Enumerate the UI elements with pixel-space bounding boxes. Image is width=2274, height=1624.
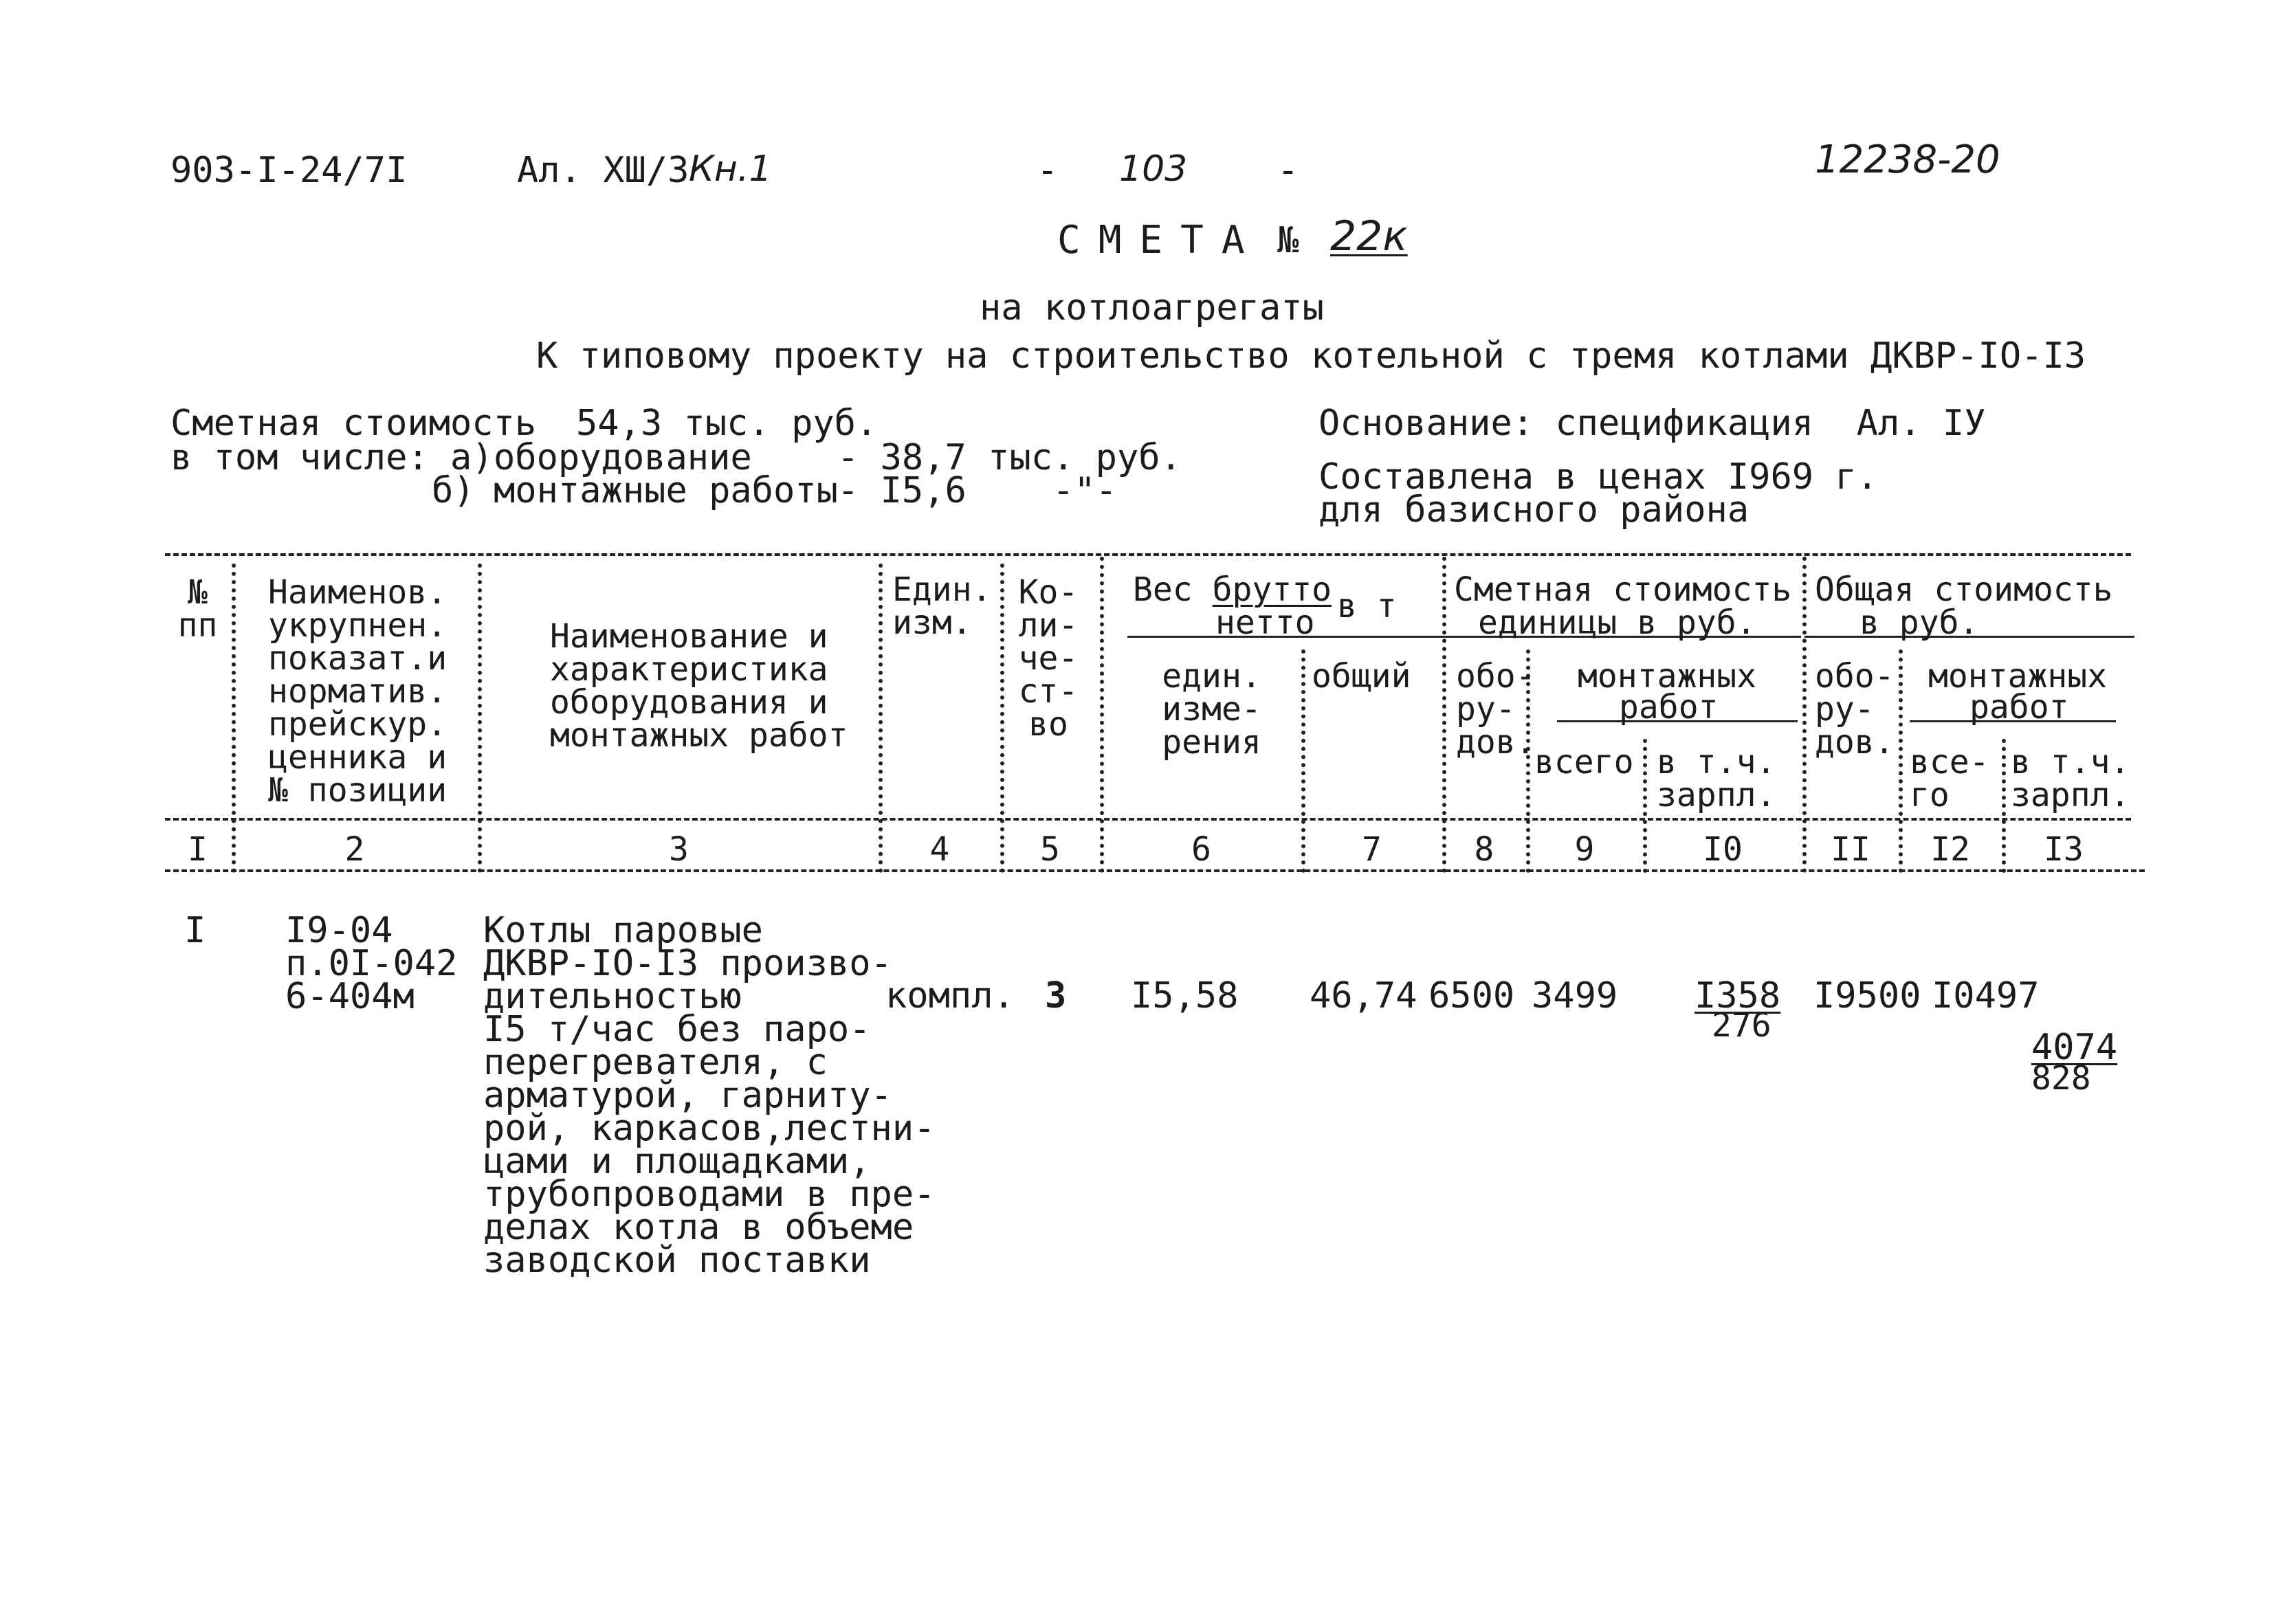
header-col-4: Един. изм.: [892, 570, 992, 642]
header-col-13: в т.ч. зарпл.: [2011, 743, 2130, 814]
weight-label: Вес: [1133, 570, 1213, 609]
basis-line: Основание: спецификация Ал. IУ: [1318, 403, 1986, 444]
col-sep-3: [879, 564, 883, 873]
header-bottom-rule: [165, 818, 2131, 821]
document-title: СМЕТА: [1057, 218, 1263, 263]
row-name: Котлы паровые ДКВР-IO-I3 произво- дительностью I5 т/час без паро- перегревателя, с арматурой, гарниту- рой, каркасов,лестни- цами и площадками, трубопроводами в пре- делах котла в объеме заводской поставки: [483, 910, 936, 1281]
installation-value: - I5,6 -"-: [837, 470, 1117, 511]
album-handwritten-note: Кн.1: [689, 148, 772, 190]
header-unit-cost-2: единицы в руб.: [1478, 603, 1756, 642]
header-col-2: Наименов. укрупнен. показат.и норматив. прейскур. ценника и № позиции: [268, 573, 448, 810]
column-number: I: [188, 830, 208, 869]
header-col-1: № пп: [177, 573, 218, 645]
row-unit-wage-bottom: 276: [1712, 1006, 1771, 1045]
col-sep-5: [1100, 557, 1104, 873]
row-unit-equipment: 6500: [1428, 975, 1515, 1016]
col-sep-7: [1442, 557, 1446, 873]
col-sep-10: [1802, 557, 1807, 873]
col-sep-1: [232, 564, 236, 873]
row-total-wage-bottom: 828: [2031, 1059, 2091, 1098]
column-number: I0: [1703, 830, 1743, 869]
header-unit-mont: монтажных: [1578, 657, 1757, 696]
row-total-equipment: I9500: [1813, 975, 1921, 1016]
header-total-mont: монтажных: [1928, 657, 2108, 696]
header-weight-label: [1133, 570, 1332, 609]
header-col-6: един. изме- рения: [1162, 657, 1261, 761]
project-line: К типовому проекту на строительство котельной с тремя котлами ДКВР-IO-I3: [536, 335, 2086, 377]
equipment-label: оборудование: [494, 437, 752, 478]
album-ref: Ал. ХШ/3: [517, 150, 689, 191]
column-number: 4: [929, 830, 950, 869]
row-total-mont: I0497: [1932, 975, 2040, 1016]
document-subtitle: на котлоагрегаты: [980, 287, 1324, 329]
row-unit-mont-total: 3499: [1532, 975, 1618, 1016]
column-number: 8: [1474, 830, 1494, 869]
numbers-bottom-rule: [165, 869, 2145, 872]
column-number: I2: [1930, 830, 1970, 869]
row-number: I: [184, 910, 206, 951]
header-total-cost: Общая стоимость: [1815, 570, 2113, 609]
header-total-mont-2: работ: [1969, 688, 2069, 726]
header-col-5: Ко- ли- че- ст- во: [1018, 573, 1079, 744]
column-number: 6: [1191, 830, 1211, 869]
row-code: I9-04 п.0I-042 6-404м: [285, 910, 458, 1017]
header-col-3: Наименование и характеристика оборудования и монтажных работ: [550, 617, 848, 755]
row-unit: компл.: [885, 975, 1015, 1016]
header-col-8: обо- ру- дов.: [1456, 657, 1536, 761]
col-sep-2: [478, 564, 482, 873]
header-unit-mont-2: работ: [1619, 688, 1719, 726]
installation-label: монтажные работы: [494, 470, 838, 511]
weight-brutto: брутто: [1212, 570, 1332, 609]
table-top-rule: [165, 553, 2131, 556]
header-col-10: в т.ч. зарпл.: [1657, 743, 1776, 814]
column-number: 3: [669, 830, 689, 869]
header-col-9: всего: [1534, 743, 1634, 781]
column-number: 2: [344, 830, 365, 869]
header-col-12: все- го: [1910, 743, 1989, 814]
row-weight-unit: I5,58: [1131, 975, 1239, 1016]
weight-netto: нетто: [1215, 603, 1315, 642]
column-number: II: [1831, 830, 1870, 869]
header-total-cost-2: в руб.: [1859, 603, 1979, 642]
number-sign: №: [1277, 220, 1299, 261]
estimate-number: 22к: [1330, 212, 1408, 260]
weight-unit: в т: [1337, 587, 1397, 625]
region-line: для базисного района: [1318, 489, 1749, 531]
row-quantity: 3: [1045, 975, 1067, 1016]
header-col-11: обо- ру- дов.: [1815, 657, 1895, 761]
row-unit-wage-top: I358: [1695, 975, 1781, 1016]
row-weight-total: 46,74: [1310, 975, 1417, 1016]
header-unit-cost: Сметная стоимость: [1454, 570, 1792, 609]
prices-line: Составлена в ценах I969 г.: [1318, 456, 1878, 498]
page-number: 103: [1119, 148, 1188, 190]
column-number: 5: [1040, 830, 1060, 869]
document-code: 903-I-24/7I: [170, 150, 408, 191]
column-number: 7: [1362, 830, 1382, 869]
column-number: 9: [1574, 830, 1595, 869]
dash-right: -: [1277, 150, 1299, 191]
cost-label: Сметная стоимость: [170, 403, 537, 444]
dash-left: -: [1037, 150, 1059, 191]
header-col-7: общий: [1312, 657, 1411, 696]
equipment-value: - 38,7 тыс. руб.: [837, 437, 1182, 478]
document-id: 12238-20: [1815, 137, 2000, 182]
cost-value: 54,3 тыс. руб.: [576, 403, 878, 444]
including-label: в том числе: а): [170, 437, 494, 478]
row-total-wage-top: 4074: [2031, 1027, 2118, 1068]
column-number: I3: [2044, 830, 2084, 869]
b-label: б): [432, 470, 475, 511]
